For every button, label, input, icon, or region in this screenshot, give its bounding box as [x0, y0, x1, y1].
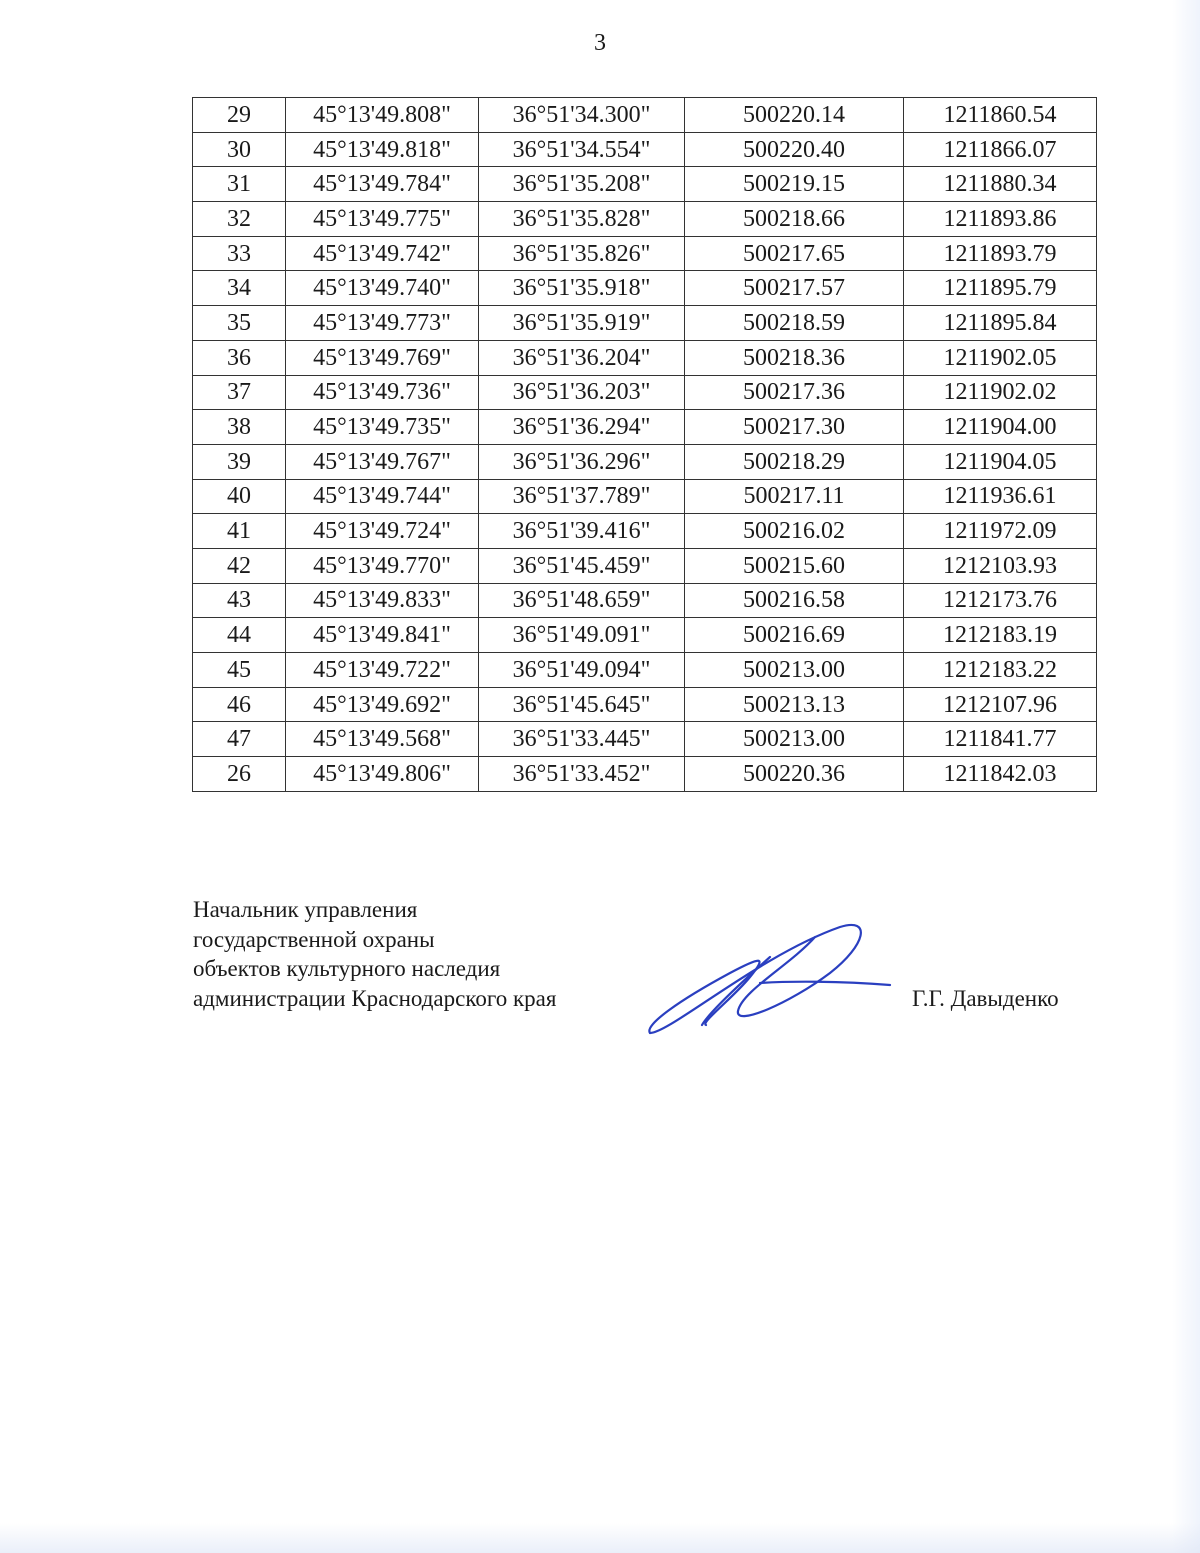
- point-number-cell: 38: [193, 410, 286, 445]
- point-number-cell: 47: [193, 722, 286, 757]
- signer-title-line: государственной охраны: [193, 926, 435, 952]
- y-coordinate-cell: 1212107.96: [904, 687, 1097, 722]
- table-row: [193, 410, 1097, 445]
- table-row: [193, 340, 1097, 375]
- table-row: [193, 548, 1097, 583]
- table-row: [193, 444, 1097, 479]
- longitude-cell: 36°51'36.203": [479, 375, 685, 410]
- table-row: [193, 375, 1097, 410]
- point-number-cell: 45: [193, 653, 286, 688]
- point-number-cell: 46: [193, 687, 286, 722]
- table-row: [193, 583, 1097, 618]
- x-coordinate-cell: 500218.29: [685, 444, 904, 479]
- signer-title-line: Начальник управления: [193, 897, 418, 922]
- latitude-cell: 45°13'49.775": [286, 202, 479, 237]
- longitude-cell: 36°51'36.296": [479, 444, 685, 479]
- table-row: [193, 479, 1097, 514]
- table-row: [193, 722, 1097, 757]
- longitude-cell: 36°51'35.919": [479, 306, 685, 341]
- longitude-cell: 36°51'34.554": [479, 132, 685, 167]
- point-number-cell: 34: [193, 271, 286, 306]
- longitude-cell: 36°51'36.294": [479, 410, 685, 445]
- longitude-cell: 36°51'39.416": [479, 514, 685, 549]
- point-number-cell: 42: [193, 548, 286, 583]
- y-coordinate-cell: 1212173.76: [904, 583, 1097, 618]
- longitude-cell: 36°51'45.459": [479, 548, 685, 583]
- scan-shadow-bottom: [0, 1523, 1200, 1553]
- longitude-cell: 36°51'37.789": [479, 479, 685, 514]
- x-coordinate-cell: 500217.57: [685, 271, 904, 306]
- table-row: [193, 202, 1097, 237]
- y-coordinate-cell: 1211893.86: [904, 202, 1097, 237]
- y-coordinate-cell: 1211895.79: [904, 271, 1097, 306]
- x-coordinate-cell: 500216.58: [685, 583, 904, 618]
- longitude-cell: 36°51'35.208": [479, 167, 685, 202]
- longitude-cell: 36°51'35.828": [479, 202, 685, 237]
- x-coordinate-cell: 500220.40: [685, 132, 904, 167]
- table-row: [193, 514, 1097, 549]
- y-coordinate-cell: 1211893.79: [904, 236, 1097, 271]
- point-number-cell: 41: [193, 514, 286, 549]
- table-row: [193, 757, 1097, 792]
- y-coordinate-cell: 1212183.22: [904, 653, 1097, 688]
- x-coordinate-cell: 500217.65: [685, 236, 904, 271]
- y-coordinate-cell: 1211895.84: [904, 306, 1097, 341]
- x-coordinate-cell: 500217.30: [685, 410, 904, 445]
- point-number-cell: 37: [193, 375, 286, 410]
- longitude-cell: 36°51'35.918": [479, 271, 685, 306]
- latitude-cell: 45°13'49.770": [286, 548, 479, 583]
- y-coordinate-cell: 1211860.54: [904, 98, 1097, 133]
- signer-title-line: администрации Краснодарского края: [193, 985, 557, 1011]
- x-coordinate-cell: 500216.02: [685, 514, 904, 549]
- latitude-cell: 45°13'49.769": [286, 340, 479, 375]
- coordinates-table: [192, 97, 1097, 792]
- table-row: [193, 98, 1097, 133]
- page-number: 3: [594, 30, 606, 56]
- latitude-cell: 45°13'49.736": [286, 375, 479, 410]
- longitude-cell: 36°51'34.300": [479, 98, 685, 133]
- y-coordinate-cell: 1211842.03: [904, 757, 1097, 792]
- signer-title-line: объектов культурного наследия: [193, 956, 501, 981]
- signer-title: [193, 895, 556, 1013]
- latitude-cell: 45°13'49.833": [286, 583, 479, 618]
- y-coordinate-cell: 1211902.05: [904, 340, 1097, 375]
- x-coordinate-cell: 500219.15: [685, 167, 904, 202]
- y-coordinate-cell: 1212183.19: [904, 618, 1097, 653]
- signer-name: Г.Г. Давыденко: [912, 986, 1059, 1011]
- x-coordinate-cell: 500213.00: [685, 653, 904, 688]
- longitude-cell: 36°51'33.452": [479, 757, 685, 792]
- x-coordinate-cell: 500217.11: [685, 479, 904, 514]
- table-row: [193, 306, 1097, 341]
- y-coordinate-cell: 1211904.05: [904, 444, 1097, 479]
- x-coordinate-cell: 500220.14: [685, 98, 904, 133]
- latitude-cell: 45°13'49.742": [286, 236, 479, 271]
- table-row: [193, 687, 1097, 722]
- point-number-cell: 31: [193, 167, 286, 202]
- y-coordinate-cell: 1212103.93: [904, 548, 1097, 583]
- table-row: [193, 132, 1097, 167]
- longitude-cell: 36°51'36.204": [479, 340, 685, 375]
- point-number-cell: 39: [193, 444, 286, 479]
- latitude-cell: 45°13'49.773": [286, 306, 479, 341]
- latitude-cell: 45°13'49.724": [286, 514, 479, 549]
- longitude-cell: 36°51'35.826": [479, 236, 685, 271]
- point-number-cell: 40: [193, 479, 286, 514]
- y-coordinate-cell: 1211936.61: [904, 479, 1097, 514]
- x-coordinate-cell: 500217.36: [685, 375, 904, 410]
- latitude-cell: 45°13'49.692": [286, 687, 479, 722]
- point-number-cell: 29: [193, 98, 286, 133]
- x-coordinate-cell: 500220.36: [685, 757, 904, 792]
- y-coordinate-cell: 1211866.07: [904, 132, 1097, 167]
- table-row: [193, 271, 1097, 306]
- latitude-cell: 45°13'49.767": [286, 444, 479, 479]
- latitude-cell: 45°13'49.740": [286, 271, 479, 306]
- point-number-cell: 30: [193, 132, 286, 167]
- y-coordinate-cell: 1211972.09: [904, 514, 1097, 549]
- point-number-cell: 36: [193, 340, 286, 375]
- y-coordinate-cell: 1211880.34: [904, 167, 1097, 202]
- longitude-cell: 36°51'45.645": [479, 687, 685, 722]
- point-number-cell: 26: [193, 757, 286, 792]
- scan-shadow-right: [1172, 0, 1200, 1553]
- y-coordinate-cell: 1211904.00: [904, 410, 1097, 445]
- x-coordinate-cell: 500218.66: [685, 202, 904, 237]
- latitude-cell: 45°13'49.818": [286, 132, 479, 167]
- point-number-cell: 44: [193, 618, 286, 653]
- longitude-cell: 36°51'49.094": [479, 653, 685, 688]
- y-coordinate-cell: 1211841.77: [904, 722, 1097, 757]
- x-coordinate-cell: 500218.36: [685, 340, 904, 375]
- longitude-cell: 36°51'48.659": [479, 583, 685, 618]
- latitude-cell: 45°13'49.841": [286, 618, 479, 653]
- point-number-cell: 33: [193, 236, 286, 271]
- latitude-cell: 45°13'49.735": [286, 410, 479, 445]
- x-coordinate-cell: 500215.60: [685, 548, 904, 583]
- y-coordinate-cell: 1211902.02: [904, 375, 1097, 410]
- x-coordinate-cell: 500213.00: [685, 722, 904, 757]
- longitude-cell: 36°51'49.091": [479, 618, 685, 653]
- point-number-cell: 32: [193, 202, 286, 237]
- table-row: [193, 653, 1097, 688]
- latitude-cell: 45°13'49.722": [286, 653, 479, 688]
- x-coordinate-cell: 500218.59: [685, 306, 904, 341]
- latitude-cell: 45°13'49.568": [286, 722, 479, 757]
- latitude-cell: 45°13'49.784": [286, 167, 479, 202]
- longitude-cell: 36°51'33.445": [479, 722, 685, 757]
- x-coordinate-cell: 500213.13: [685, 687, 904, 722]
- handwritten-signature: [640, 915, 900, 1045]
- coordinates-table-body: [193, 98, 1097, 792]
- table-row: [193, 618, 1097, 653]
- table-row: [193, 167, 1097, 202]
- point-number-cell: 43: [193, 583, 286, 618]
- latitude-cell: 45°13'49.808": [286, 98, 479, 133]
- latitude-cell: 45°13'49.744": [286, 479, 479, 514]
- latitude-cell: 45°13'49.806": [286, 757, 479, 792]
- x-coordinate-cell: 500216.69: [685, 618, 904, 653]
- point-number-cell: 35: [193, 306, 286, 341]
- table-row: [193, 236, 1097, 271]
